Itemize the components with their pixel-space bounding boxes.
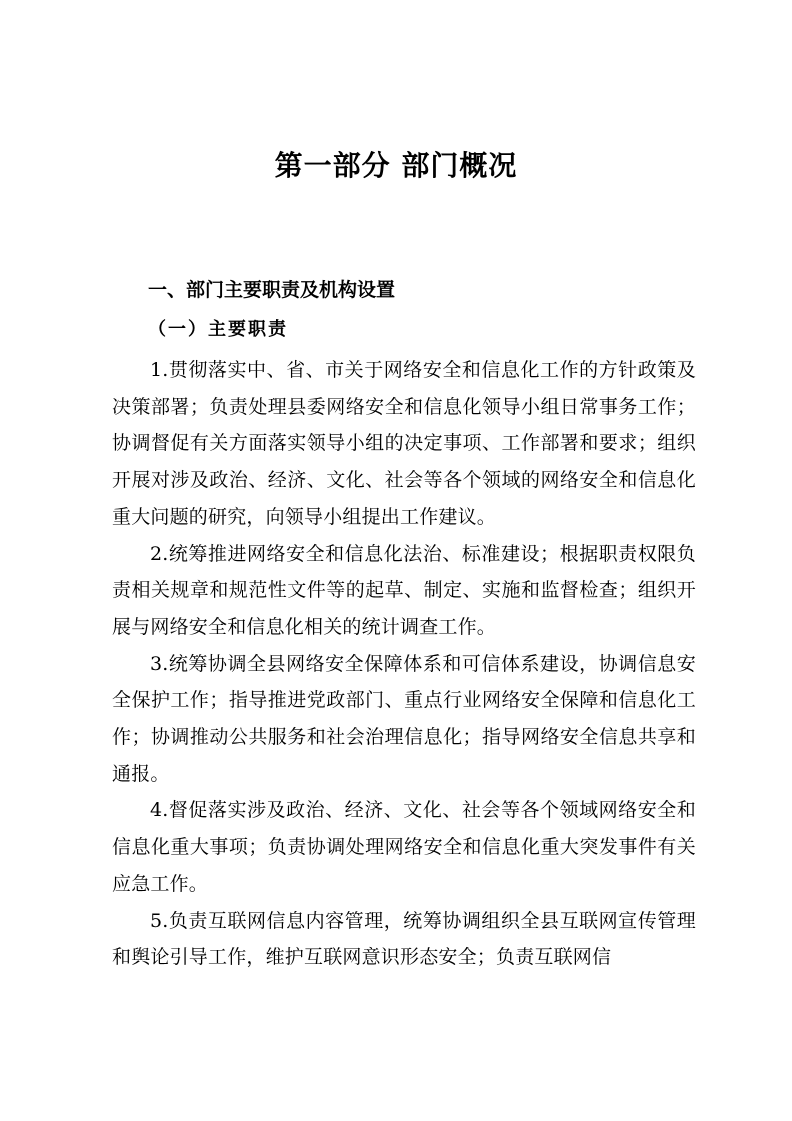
duty-paragraph-3: 3.统筹协调全县网络安全保障体系和可信体系建设，协调信息安全保护工作；指导推进党政部门、重点行业网络安全保障和信息化工作；协调推动公共服务和社会治理信息化；指导网络安全信息共享和通报。 [112, 652, 696, 785]
duty-paragraph-4: 4.督促落实涉及政治、经济、文化、社会等各个领域网络安全和信息化重大事项；负责协调处理网络安全和信息化重大突发事件有关应急工作。 [112, 799, 696, 895]
page-title: 第一部分 部门概况 [274, 149, 518, 182]
sub-heading: （一）主要职责 [148, 319, 288, 340]
duty-paragraph-2: 2.统筹推进网络安全和信息化法治、标准建设；根据职责权限负责相关规章和规范性文件等的起草、制定、实施和监督检查；组织开展与网络安全和信息化相关的统计调查工作。 [112, 542, 696, 638]
duty-paragraph-5: 5.负责互联网信息内容管理，统筹协调组织全县互联网宣传管理和舆论引导工作，维护互联网意识形态安全；负责互联网信 [112, 909, 696, 969]
body-text [112, 352, 696, 976]
section-heading: 一、部门主要职责及机构设置 [148, 279, 396, 301]
duty-paragraph-1: 1.贯彻落实中、省、市关于网络安全和信息化工作的方针政策及决策部署；负责处理县委网络安全和信息化领导小组日常事务工作；协调督促有关方面落实领导小组的决定事项、工作部署和要求；组织开展对涉及政治、经济、文化、社会等各个领域的网络安全和信息化重大问题的研究，向领导小组提出工作建议。 [112, 359, 696, 528]
